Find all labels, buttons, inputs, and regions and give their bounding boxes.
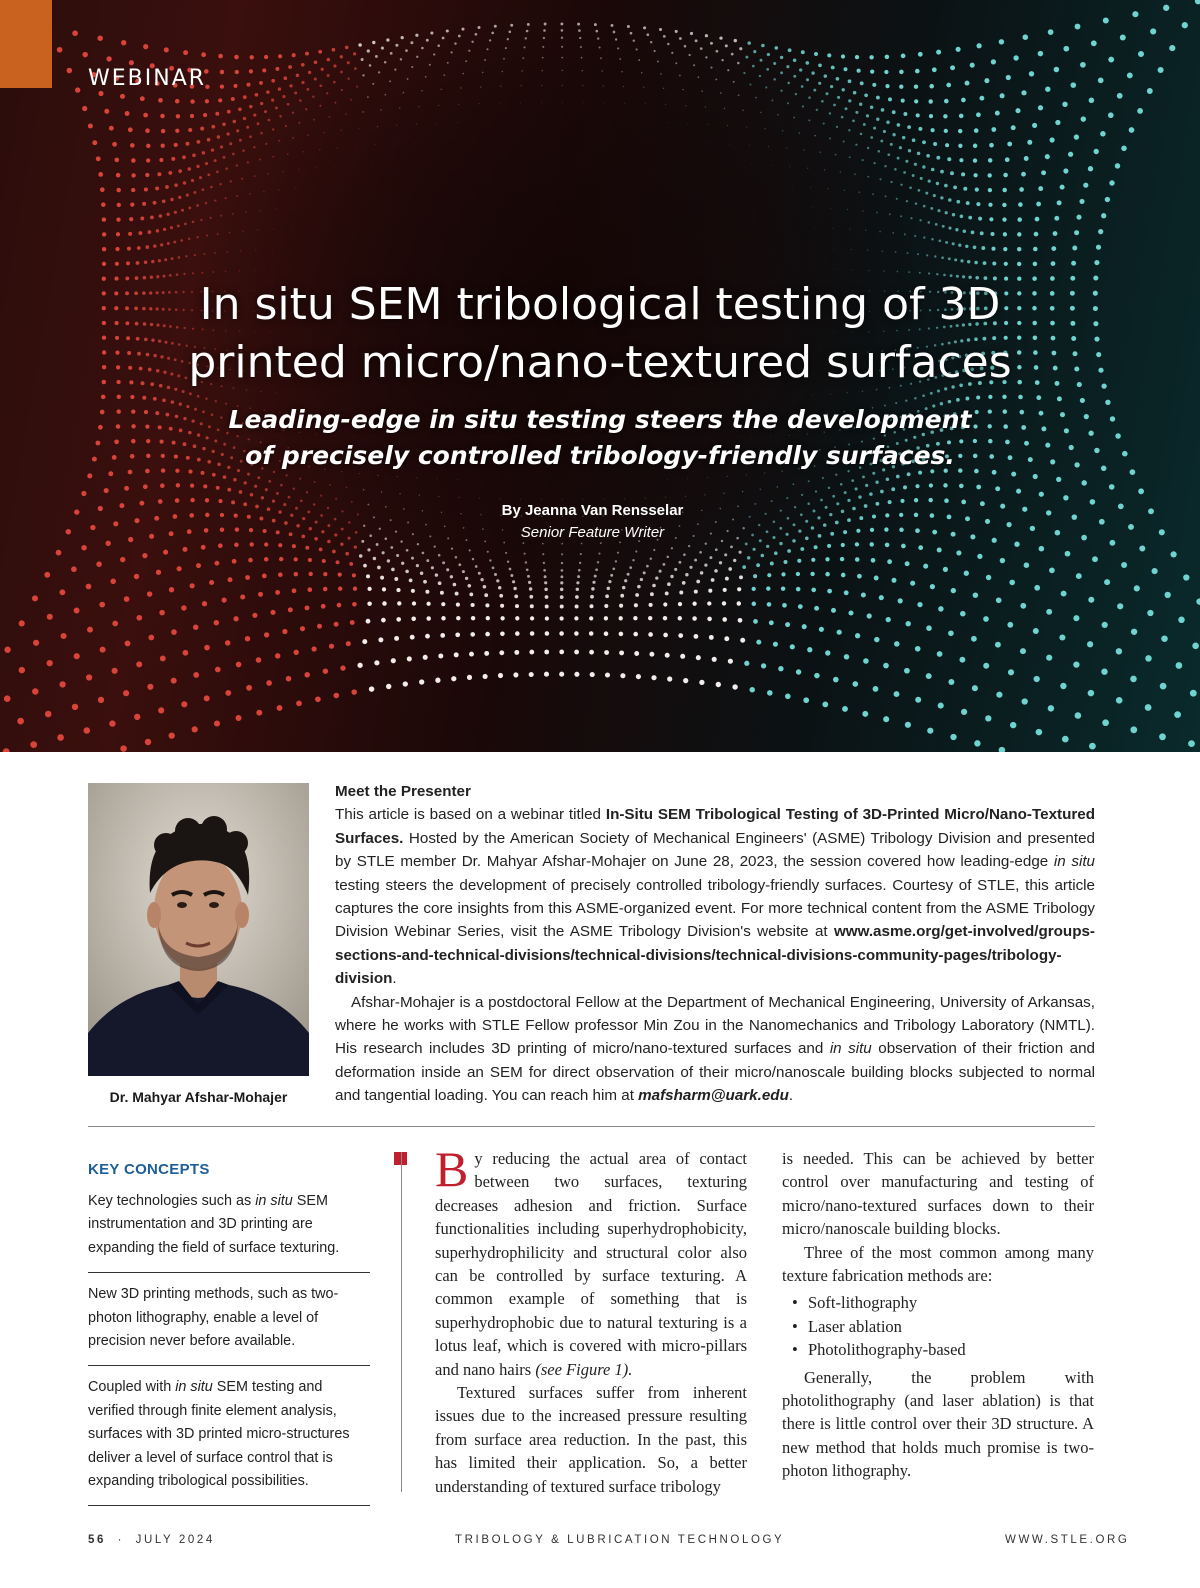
text-run: This article is based on a webinar titled [335,806,606,824]
body-paragraph: Generally, the problem with photolithography (and laser ablation) is that there is little control over their 3D structure. A new method that holds much promise is two-photon lithography. [782,1367,1094,1481]
article-deck [140,402,1060,474]
drop-cap: B [435,1141,469,1197]
text-run: Hosted by the American Society of Mechanical Engineers' (ASME) Tribology Division and presented by STLE member Dr. Mahyar Afshar-Mohajer on June 28, 2023, the session covered how leading-edge [335,829,1095,871]
text-run-italic: in situ [175,1379,213,1396]
publication-name: TRIBOLOGY & LUBRICATION TECHNOLOGY [455,1534,785,1546]
deck-line-1: Leading-edge in situ testing steers the development [228,405,972,434]
key-concepts-title: KEY CONCEPTS [88,1161,210,1178]
body-paragraph: Three of the most common among many texture fabrication methods are: [782,1242,1094,1286]
author-role: Senior Feature Writer [520,524,665,541]
text-run: observation of their friction and deformation inside an SEM for direct observation of their micro/nanoscale building blocks subjected to normal and tangential loading. You can reach him at [335,1040,1095,1105]
website-link[interactable]: WWW.STLE.ORG [1005,1534,1130,1546]
photo-caption: Dr. Mahyar Afshar-Mohajer [109,1089,288,1105]
figure-reference: (see Figure 1). [535,1359,633,1379]
text-run: Afshar-Mohajer is a postdoctoral Fellow at the Department of Mechanical Engineering, University of Arkansas, where he works with STLE Fellow professor Min Zou in the Nanomechanics and Tribology Laboratory (NMTL). His research includes 3D printing of micro/nano-textured surfaces and [335,993,1095,1058]
text-run: SEM testing and verified through finite element analysis, surfaces with 3D printed micro-structures deliver a level of surface control that is expanding tribological possibilities. [88,1379,350,1490]
list-item: • Photolithography-based [782,1338,1094,1361]
body-paragraph: Textured surfaces suffer from inherent issues due to the increased pressure resulting from surface area reduction. In the past, this has limited their application. So, a better understanding of textured surface tribology [435,1383,747,1496]
text-run: . [788,1087,794,1105]
presenter-heading: Meet the Presenter [335,783,471,800]
key-concept-item: New 3D printing methods, such as two-photon lithography, enable a level of precision never before available. [88,1283,370,1366]
text-run-italic: in situ [255,1193,293,1209]
title-line-1: In situ SEM tribological testing of 3D [199,279,1001,330]
presenter-paragraph-2 [335,991,1095,1108]
presenter-paragraph-1 [335,803,1095,990]
footer-folio [88,1534,215,1546]
deck-line-2: of precisely controlled tribology-friendly surfaces. [245,441,955,470]
key-concept-item [88,1376,370,1506]
issue-date: JULY 2024 [135,1534,215,1546]
hero-banner [0,0,1200,752]
key-concepts-list [88,1190,370,1516]
presenter-box [335,780,1095,1108]
email-link[interactable]: mafsharm@uark.edu [638,1087,789,1105]
list-item: • Soft-lithography [782,1291,1094,1314]
presenter-portrait-image [88,783,309,1076]
page-number: 56 [88,1534,106,1546]
body-paragraph [435,1141,747,1381]
text-run-italic: in situ [829,1040,872,1058]
list-item: • Laser ablation [782,1315,1094,1338]
body-paragraph: is needed. This can be achieved by better control over manufacturing and testing of micro/nano-textured surfaces down to their micro/nanoscale building blocks. [782,1149,1094,1239]
vertical-divider [401,1152,402,1492]
methods-list [782,1291,1094,1361]
section-color-tab [0,0,52,88]
text-run: Key technologies such as [88,1193,256,1209]
text-run: Coupled with [88,1379,176,1396]
byline [400,500,785,544]
text-run: testing steers the development of precisely controlled tribology-friendly surfaces. Courtesy of STLE, this article captures the core insights from this ASME-organized event. For more technical content from the ASME Tribology Division Webinar Series, visit the ASME Tribology Division's website at [335,876,1095,941]
title-line-2: printed micro/nano-textured surfaces [188,337,1012,388]
text-run: . [392,970,397,988]
footer-separator: · [117,1534,125,1546]
text-run: SEM instrumentation and 3D printing are expanding the field of surface texturing. [88,1193,340,1256]
horizontal-divider [88,1126,1095,1127]
text-run: y reducing the actual area of contact between two surfaces, texturing decreases adhesion and friction. Surface functionalities including superhydrophobicity, superhydrophilicity and structural color also can be controlled by surface texturing. A common example of something that is superhydrophobic due to natural texturing is a lotus leaf, which is covered with micro-pillars and nano hairs [435,1149,747,1379]
article-title [100,276,1100,392]
webinar-title: In-Situ SEM Tribological Testing of 3D-Printed Micro/Nano-Textured Surfaces. [335,806,1095,847]
body-column-1 [435,1141,747,1498]
section-label: WEBINAR [88,66,207,91]
presenter-photo [88,783,309,1076]
author-name: By Jeanna Van Rensselar [501,502,684,519]
key-concept-item [88,1190,370,1273]
asme-url-link[interactable]: www.asme.org/get-involved/groups-sections-and-technical-divisions/technical-divisions/technical-divisions-community-pages/tribology-division [335,923,1095,988]
text-run-italic: in situ [1053,853,1095,871]
body-column-2 [782,1147,1094,1483]
